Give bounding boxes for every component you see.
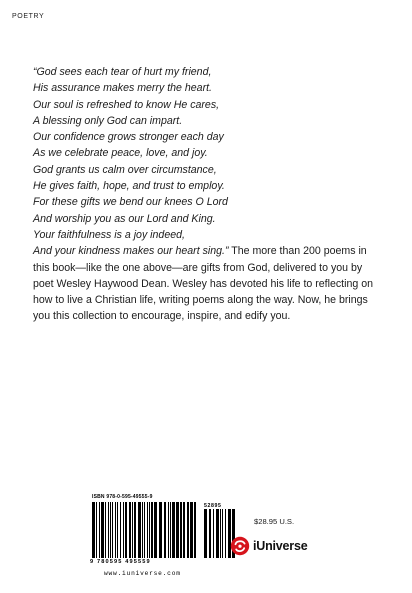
barcode-bar <box>105 502 106 558</box>
isbn-label: ISBN 978-0-595-49555-9 <box>92 494 153 500</box>
barcode-bar <box>115 502 116 558</box>
poem-line: Our soul is refreshed to know He cares, <box>33 98 220 111</box>
poem-line: And worship you as our Lord and King. <box>33 212 216 225</box>
poem-line: Our confidence grows stronger each day <box>33 131 224 144</box>
barcode-bar <box>187 502 189 558</box>
poem-line: As we celebrate peace, love, and joy. <box>33 147 208 160</box>
poem-line: Your faithfulness is a joy indeed, <box>33 228 185 241</box>
barcode-bar <box>151 502 153 558</box>
barcode-bar <box>123 502 124 558</box>
poem-line: He gives faith, hope, and trust to employ. <box>33 180 225 193</box>
barcode-bar <box>168 502 169 558</box>
poem-line: For these gifts we bend our knees O Lord <box>33 196 228 209</box>
barcode-bar <box>204 509 207 558</box>
barcode-bar <box>144 502 145 558</box>
barcode-bar <box>159 502 162 558</box>
barcode-bar <box>220 509 221 558</box>
poem-line: God grants us calm over circumstance, <box>33 163 217 176</box>
barcode <box>90 502 238 560</box>
barcode-bar <box>117 502 118 558</box>
barcode-bar <box>172 502 175 558</box>
barcode-bar <box>180 502 182 558</box>
barcode-bar <box>132 502 133 558</box>
poem-line: And your kindness makes our heart sing.” <box>33 245 229 258</box>
publisher-website: www.iuniverse.com <box>104 570 181 577</box>
barcode-bar <box>190 502 193 558</box>
publisher-name: iUniverse <box>253 539 308 553</box>
barcode-bar <box>164 502 166 558</box>
genre-label: POETRY <box>12 13 45 20</box>
barcode-bar <box>170 502 171 558</box>
barcode-bar <box>149 502 150 558</box>
barcode-bar <box>112 502 113 558</box>
barcode-bar <box>138 502 141 558</box>
barcode-bar <box>209 509 211 558</box>
book-description: The more than 200 poems in this book—like the one above—are gifts from God, delivered to you by poet Wesley Haywood Dean. Wesley has devoted his life to reflecting on how to live a Christian life, writing poems along the way. Now, he brings you this collection to encourage, inspire, and edify you. <box>33 245 373 323</box>
barcode-bar <box>222 509 223 558</box>
barcode-digits: 9 780595 495559 <box>90 559 151 565</box>
back-cover-blurb <box>33 64 378 325</box>
barcode-bar <box>99 502 100 558</box>
barcode-bar <box>176 502 179 558</box>
barcode-bar <box>213 509 214 558</box>
barcode-bar <box>92 502 95 558</box>
price: $28.95 U.S. <box>254 517 295 526</box>
barcode-bar <box>225 509 226 558</box>
barcode-bar <box>183 502 185 558</box>
barcode-bar <box>129 502 131 558</box>
barcode-bar <box>120 502 121 558</box>
poem-line: A blessing only God can impart. <box>33 114 183 127</box>
barcode-bar <box>154 502 157 558</box>
poem-line: “God sees each tear of hurt my friend, <box>33 66 212 78</box>
iuniverse-swirl-icon <box>230 536 250 556</box>
barcode-bar <box>194 502 196 558</box>
barcode-bar <box>142 502 143 558</box>
publisher-logo <box>230 536 307 556</box>
barcode-addon-digits: 52895 <box>204 503 222 509</box>
barcode-bar <box>147 502 148 558</box>
barcode-bar <box>216 509 219 558</box>
barcode-bar <box>101 502 104 558</box>
barcode-bar <box>108 502 109 558</box>
barcode-bar <box>110 502 111 558</box>
barcode-bar <box>134 502 136 558</box>
barcode-bar <box>125 502 127 558</box>
poem-line: His assurance makes merry the heart. <box>33 82 212 95</box>
barcode-bar <box>96 502 97 558</box>
